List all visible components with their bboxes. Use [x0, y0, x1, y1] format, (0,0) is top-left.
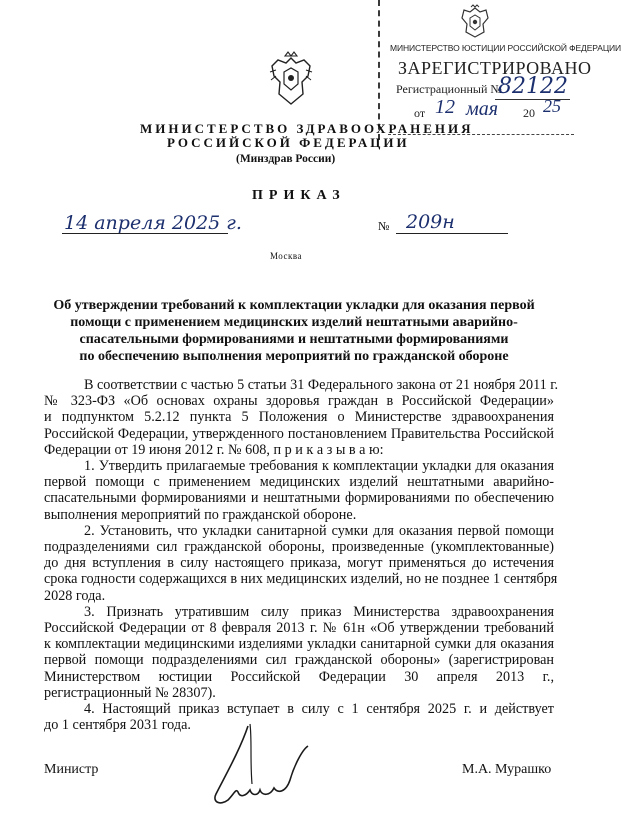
ministry-name-line1: МИНИСТЕРСТВО ЗДРАВООХРАНЕНИЯ: [140, 121, 474, 136]
body-line: срока годности содержащихся в них медицинских изделий, но не позднее 1 сентября: [44, 571, 558, 588]
stamp-ministry: МИНИСТЕРСТВО ЮСТИЦИИ РОССИЙСКОЙ ФЕДЕРАЦИИ: [390, 43, 621, 53]
body-line: первой помощи подразделениями сил гражданской обороны» (зарегистрирован: [44, 652, 554, 669]
body-line: до 1 сентября 2031 года.: [44, 717, 191, 734]
stamp-month: мая: [466, 98, 499, 120]
ministry-abbreviation: (Минздрав России): [236, 153, 336, 165]
body-line: 2028 года.: [44, 587, 106, 604]
title-line: помощи с применением медицинских изделий нештатными аварийно-: [70, 315, 518, 330]
date-underline: [62, 233, 228, 234]
preamble-paragraph: [44, 377, 559, 458]
clause-2: [44, 522, 558, 604]
body-line: подразделениями сил гражданской обороны, произведенные (укомплектованные): [44, 539, 554, 556]
body-line: Российской Федерации от 8 февраля 2013 г. № 61н «Об утверждении требований: [44, 620, 554, 637]
body-line: и подпунктом 5.2.12 пункта 5 Положения о Министерстве здравоохранения: [44, 409, 554, 426]
clause-1: [44, 458, 554, 523]
title-line: Об утверждении требований к комплектации укладки для оказания первой: [53, 298, 535, 313]
order-date: 14 апреля 2025 г.: [64, 212, 242, 234]
body-line: выполнения мероприятий по гражданской обороне.: [44, 506, 357, 523]
title-line: по обеспечению выполнения мероприятий по гражданской обороне: [79, 349, 509, 364]
body-line: 1. Утвердить прилагаемые требования к комплектации укладки для оказания: [84, 458, 554, 475]
body-line: до дня вступления в силу настоящего приказа, могут применяться до истечения: [44, 555, 554, 572]
signatory-name: М.А. Мурашко: [462, 762, 552, 777]
stamp-year-label: 20: [523, 106, 535, 120]
body-line: Российской Федерации, утвержденного постановлением Правительства Российской: [44, 425, 554, 442]
stamp-reg-label: Регистрационный №: [396, 82, 502, 96]
registration-stamp: [378, 0, 621, 140]
order-title: [44, 297, 544, 365]
body-line: спасательными формированиями и нештатными формированиями по обеспечению: [44, 490, 554, 507]
stamp-status: ЗАРЕГИСТРИРОВАНО: [398, 58, 592, 78]
city: Москва: [270, 251, 302, 261]
double-headed-eagle-icon: [266, 50, 316, 110]
number-underline: [396, 233, 508, 234]
title-line: спасательными формированиями и нештатными формированиями: [79, 332, 509, 347]
ministry-name-line2: РОССИЙСКОЙ ФЕДЕРАЦИИ: [167, 135, 410, 150]
body-line: к комплектации медицинскими изделиями укладки санитарной сумки для оказания: [44, 636, 554, 653]
stamp-from-label: от: [414, 106, 426, 120]
body-line: № 323-ФЗ «Об основах охраны здоровья граждан в Российской Федерации»: [44, 393, 554, 410]
document-type: ПРИКАЗ: [252, 188, 346, 203]
handwritten-signature: [190, 720, 330, 815]
body-line: 2. Установить, что укладки санитарной сумки для оказания первой помощи: [84, 522, 554, 539]
signatory-position: Министр: [44, 762, 99, 777]
coat-of-arms-icon: [458, 4, 492, 40]
number-label: №: [378, 219, 390, 233]
body-line: регистрационный № 28307).: [44, 684, 216, 701]
clause-3: [44, 604, 554, 701]
stamp-year-hand: 25: [543, 96, 561, 116]
stamp-reg-number: 82122: [498, 74, 568, 99]
order-number: 209н: [406, 211, 455, 233]
body-line: 3. Признать утратившим силу приказ Министерства здравоохранения: [84, 603, 554, 620]
body-line: Федерации от 19 июня 2012 г. № 608, п р и к а з ы в а ю:: [44, 441, 384, 458]
order-body: [44, 377, 559, 734]
body-line: Министерством юстиции Российской Федерации 30 апреля 2013 г.,: [44, 668, 554, 685]
body-line: 4. Настоящий приказ вступает в силу с 1 сентября 2025 г. и действует: [84, 701, 554, 718]
body-line: В соответствии с частью 5 статьи 31 Федерального закона от 21 ноября 2011 г.: [84, 377, 559, 393]
body-line: первой помощи с применением медицинских изделий нештатными аварийно-: [44, 474, 554, 491]
stamp-day: 12: [435, 96, 455, 118]
